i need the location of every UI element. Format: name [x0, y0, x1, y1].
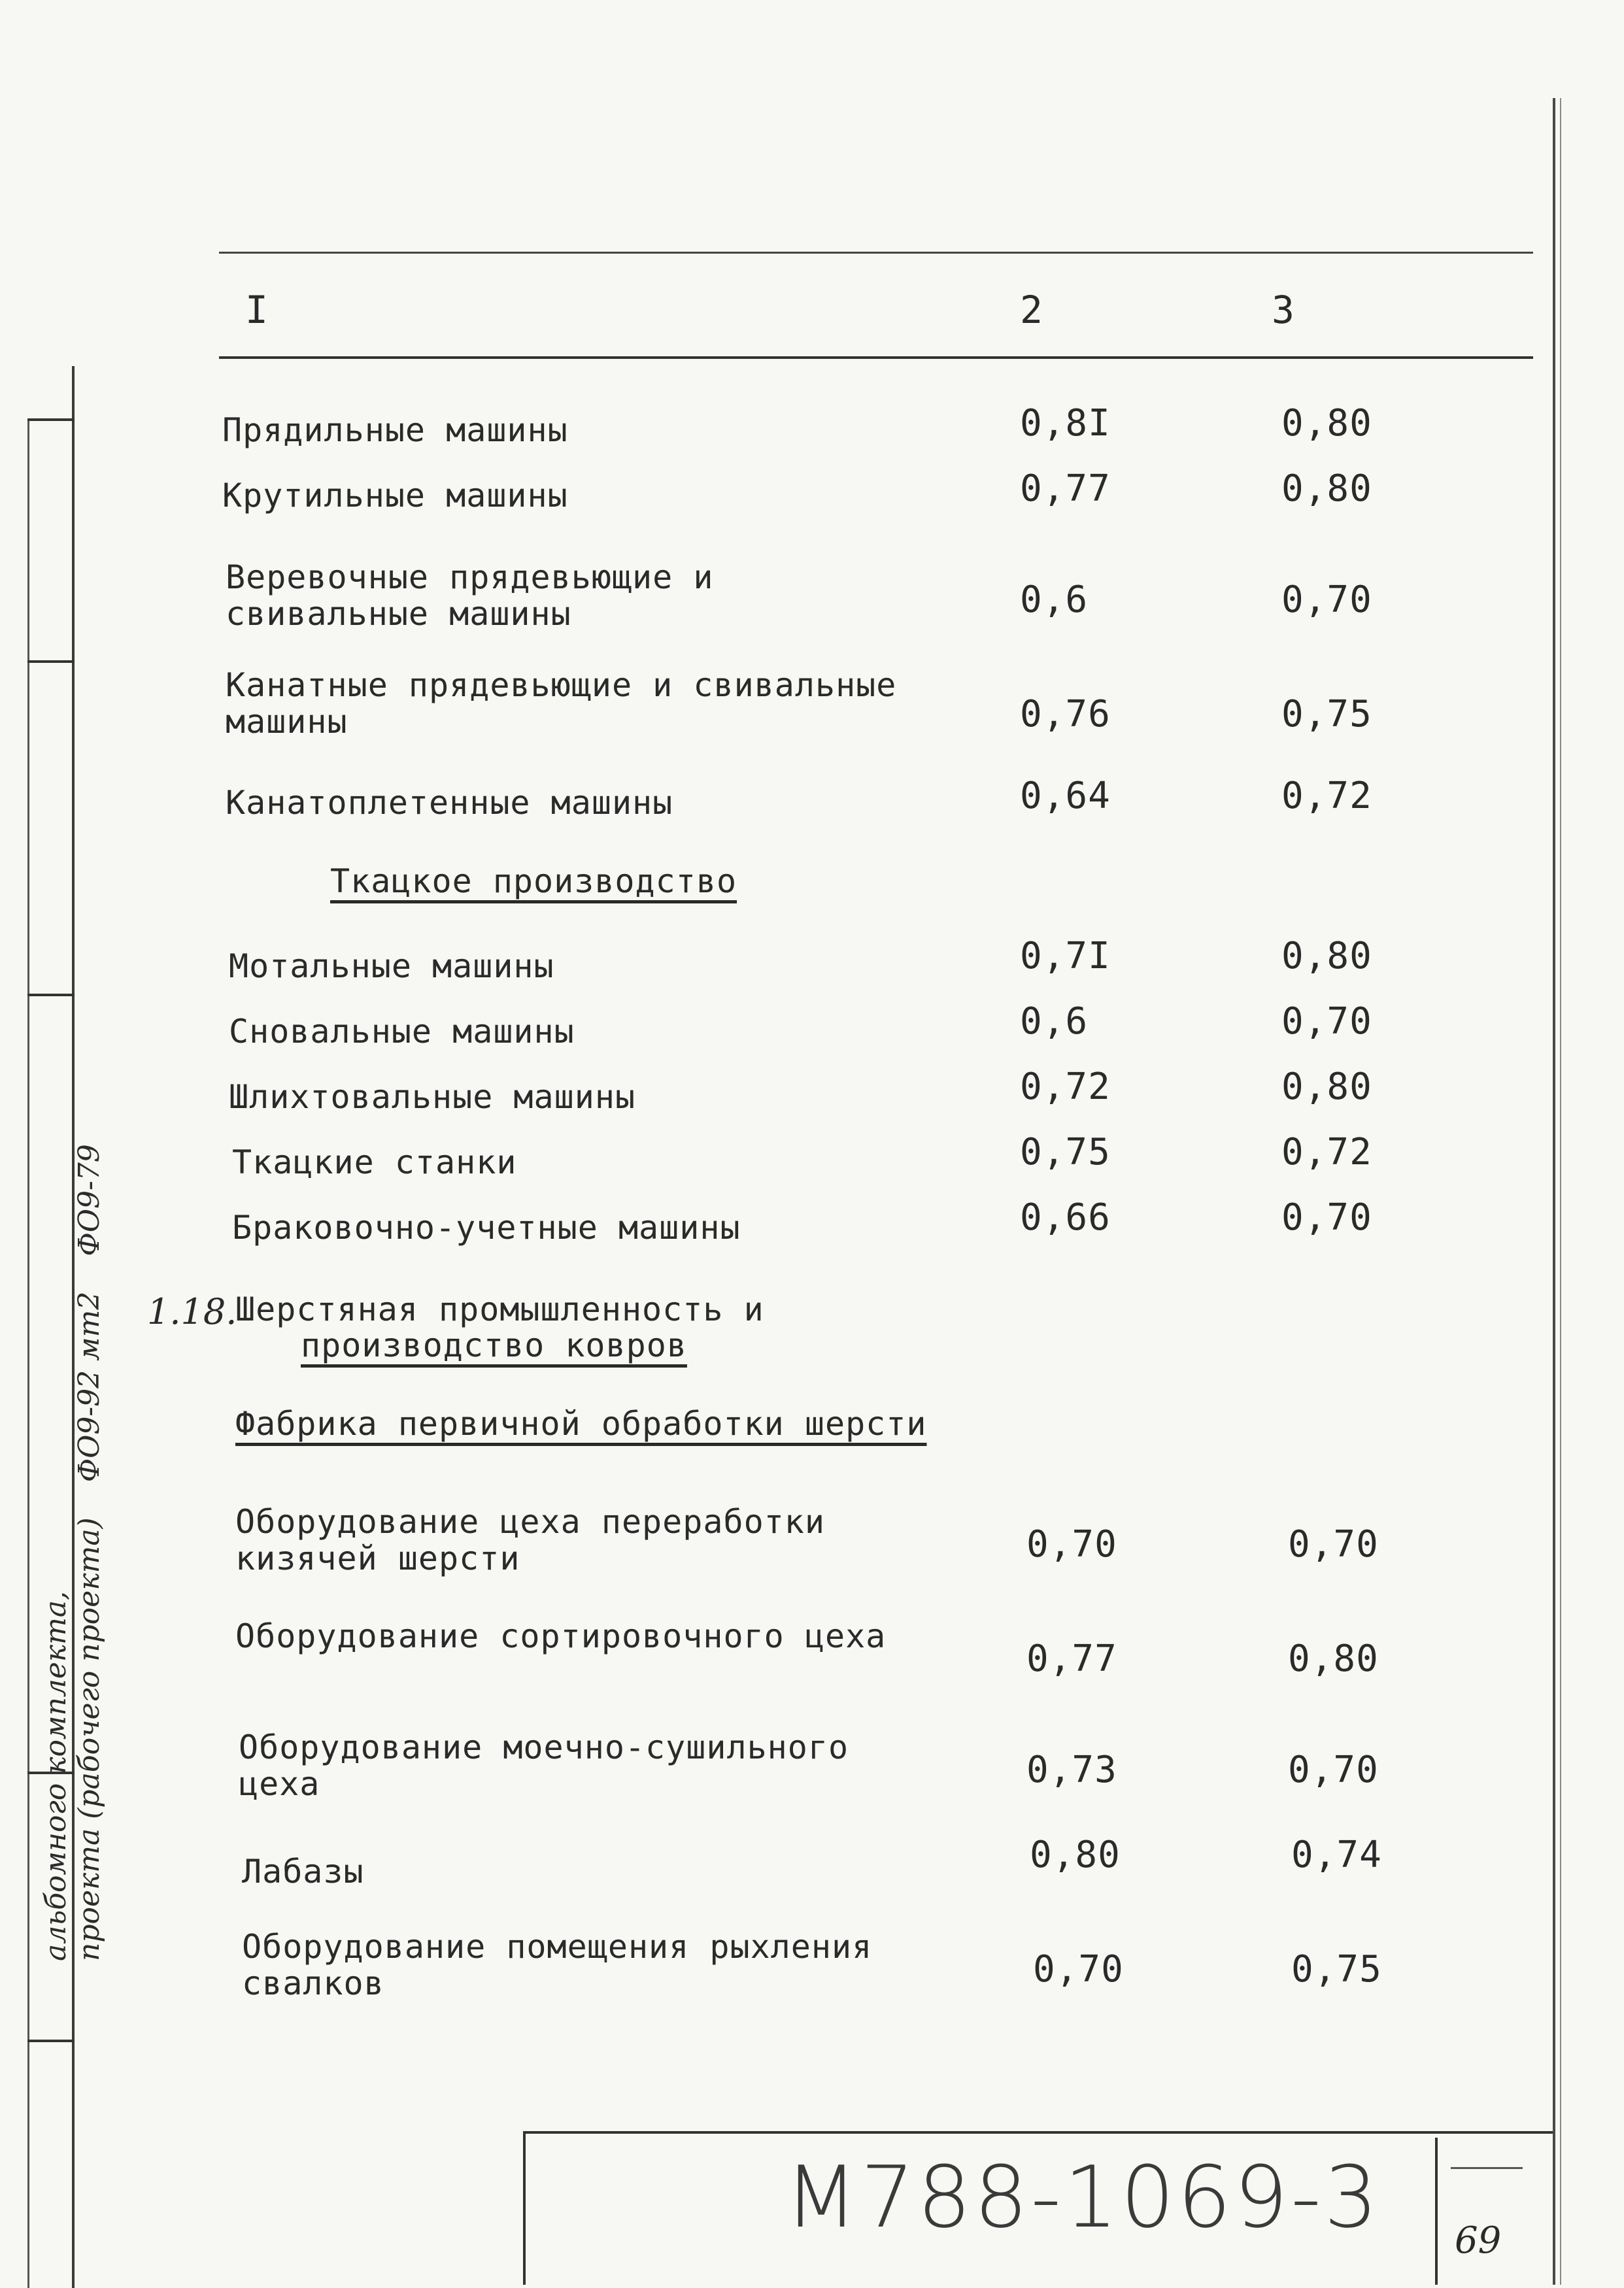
table-cell-col2: 0,72: [1020, 1066, 1111, 1108]
table-cell-col2: 0,70: [1026, 1523, 1117, 1566]
stamp-top-rule: [523, 2131, 1553, 2134]
table-row-label: Оборудование сортировочного цеха: [235, 1617, 887, 1655]
table-cell-col3: 0,70: [1288, 1749, 1379, 1791]
table-cell-col2: 0,80: [1030, 1834, 1121, 1876]
stamp-separator: [27, 418, 75, 421]
table-cell-col3: 0,72: [1281, 775, 1372, 817]
item-title-line2: производство ковров: [301, 1326, 687, 1364]
table-cell-col3: 0,80: [1281, 402, 1372, 445]
stamp-separator: [27, 660, 75, 663]
table-header-rule: [219, 356, 1533, 359]
page-number-box: [1435, 2138, 1546, 2285]
table-cell-col2: 0,70: [1033, 1948, 1124, 1991]
table-cell-col3: 0,70: [1281, 1000, 1372, 1043]
table-cell-col2: 0,76: [1020, 693, 1111, 735]
table-row-label: Шлихтовальные машины: [229, 1078, 636, 1116]
table-row-label: Браковочно-учетные машины: [232, 1209, 741, 1247]
side-stamp-code1: ФО9-92 мт2: [73, 1291, 106, 1483]
column-header-1: I: [245, 288, 268, 332]
table-cell-col3: 0,70: [1288, 1523, 1379, 1566]
table-row-label: Оборудование помещения рыхления свалков: [242, 1928, 873, 2002]
stamp-separator: [27, 994, 75, 996]
column-header-2: 2: [1020, 288, 1043, 332]
column-header-3: 3: [1272, 288, 1294, 332]
table-row-label: Лабазы: [242, 1853, 364, 1891]
table-cell-col2: 0,6: [1020, 579, 1089, 621]
table-cell-col3: 0,70: [1281, 1196, 1372, 1239]
table-cell-col2: 0,66: [1020, 1196, 1111, 1239]
table-row-label: Канатные прядевьющие и свивальные машины: [226, 666, 897, 741]
table-cell-col2: 0,77: [1020, 467, 1111, 510]
table-cell-col3: 0,80: [1281, 467, 1372, 510]
table-cell-col3: 0,80: [1288, 1638, 1379, 1680]
table-cell-col3: 0,80: [1281, 935, 1372, 977]
item-number: 1.18.: [147, 1291, 237, 1332]
table-cell-col2: 0,8I: [1020, 402, 1111, 445]
table-cell-col3: 0,72: [1281, 1131, 1372, 1173]
table-cell-col2: 0,64: [1020, 775, 1111, 817]
table-cell-col3: 0,75: [1281, 693, 1372, 735]
section-heading: Фабрика первичной обработки шерсти: [235, 1405, 927, 1443]
frame-right-line: [1553, 98, 1555, 2285]
table-row-label: Прядильные машины: [222, 411, 568, 449]
table-cell-col2: 0,6: [1020, 1000, 1089, 1043]
table-cell-col3: 0,74: [1291, 1834, 1382, 1876]
frame-left-outer-line: [27, 418, 29, 2288]
table-row-label: Оборудование цеха переработки кизячей шерсти: [235, 1503, 825, 1577]
frame-right-line-inner: [1560, 98, 1561, 2285]
page-number: 69: [1455, 2219, 1502, 2262]
table-top-rule: [219, 252, 1533, 254]
section-heading: Ткацкое производство: [330, 862, 737, 900]
table-cell-col3: 0,70: [1281, 579, 1372, 621]
table-row-label: Крутильные машины: [222, 477, 568, 514]
side-stamp-code2: ФО9-79: [73, 1144, 106, 1256]
table-cell-col2: 0,77: [1026, 1638, 1117, 1680]
table-row-label: Канатоплетенные машины: [226, 784, 673, 822]
table-row-label: Сновальные машины: [229, 1013, 575, 1051]
table-row-label: Веревочные прядевьющие и свивальные машины: [226, 558, 714, 633]
table-cell-col2: 0,73: [1026, 1749, 1117, 1791]
table-row-label: Мотальные машины: [229, 947, 554, 985]
document-code: М788-1069-3: [785, 2147, 1381, 2247]
table-row-label: Оборудование моечно-сушильного цеха: [239, 1728, 849, 1803]
side-stamp-line2: проекта (рабочего проекта): [73, 1517, 106, 1961]
side-stamp-line1: альбомного комплекта,: [39, 1590, 73, 1961]
stamp-separator: [27, 2040, 75, 2042]
table-cell-col2: 0,7I: [1020, 935, 1111, 977]
stamp-left-rule: [523, 2131, 526, 2285]
table-cell-col3: 0,75: [1291, 1948, 1382, 1991]
item-title-line1: Шерстяная промышленность и: [235, 1290, 764, 1328]
side-stamp: [39, 1118, 106, 1961]
table-cell-col3: 0,80: [1281, 1066, 1372, 1108]
table-row-label: Ткацкие станки: [232, 1143, 517, 1181]
page-box-tick: [1451, 2167, 1523, 2169]
table-cell-col2: 0,75: [1020, 1131, 1111, 1173]
